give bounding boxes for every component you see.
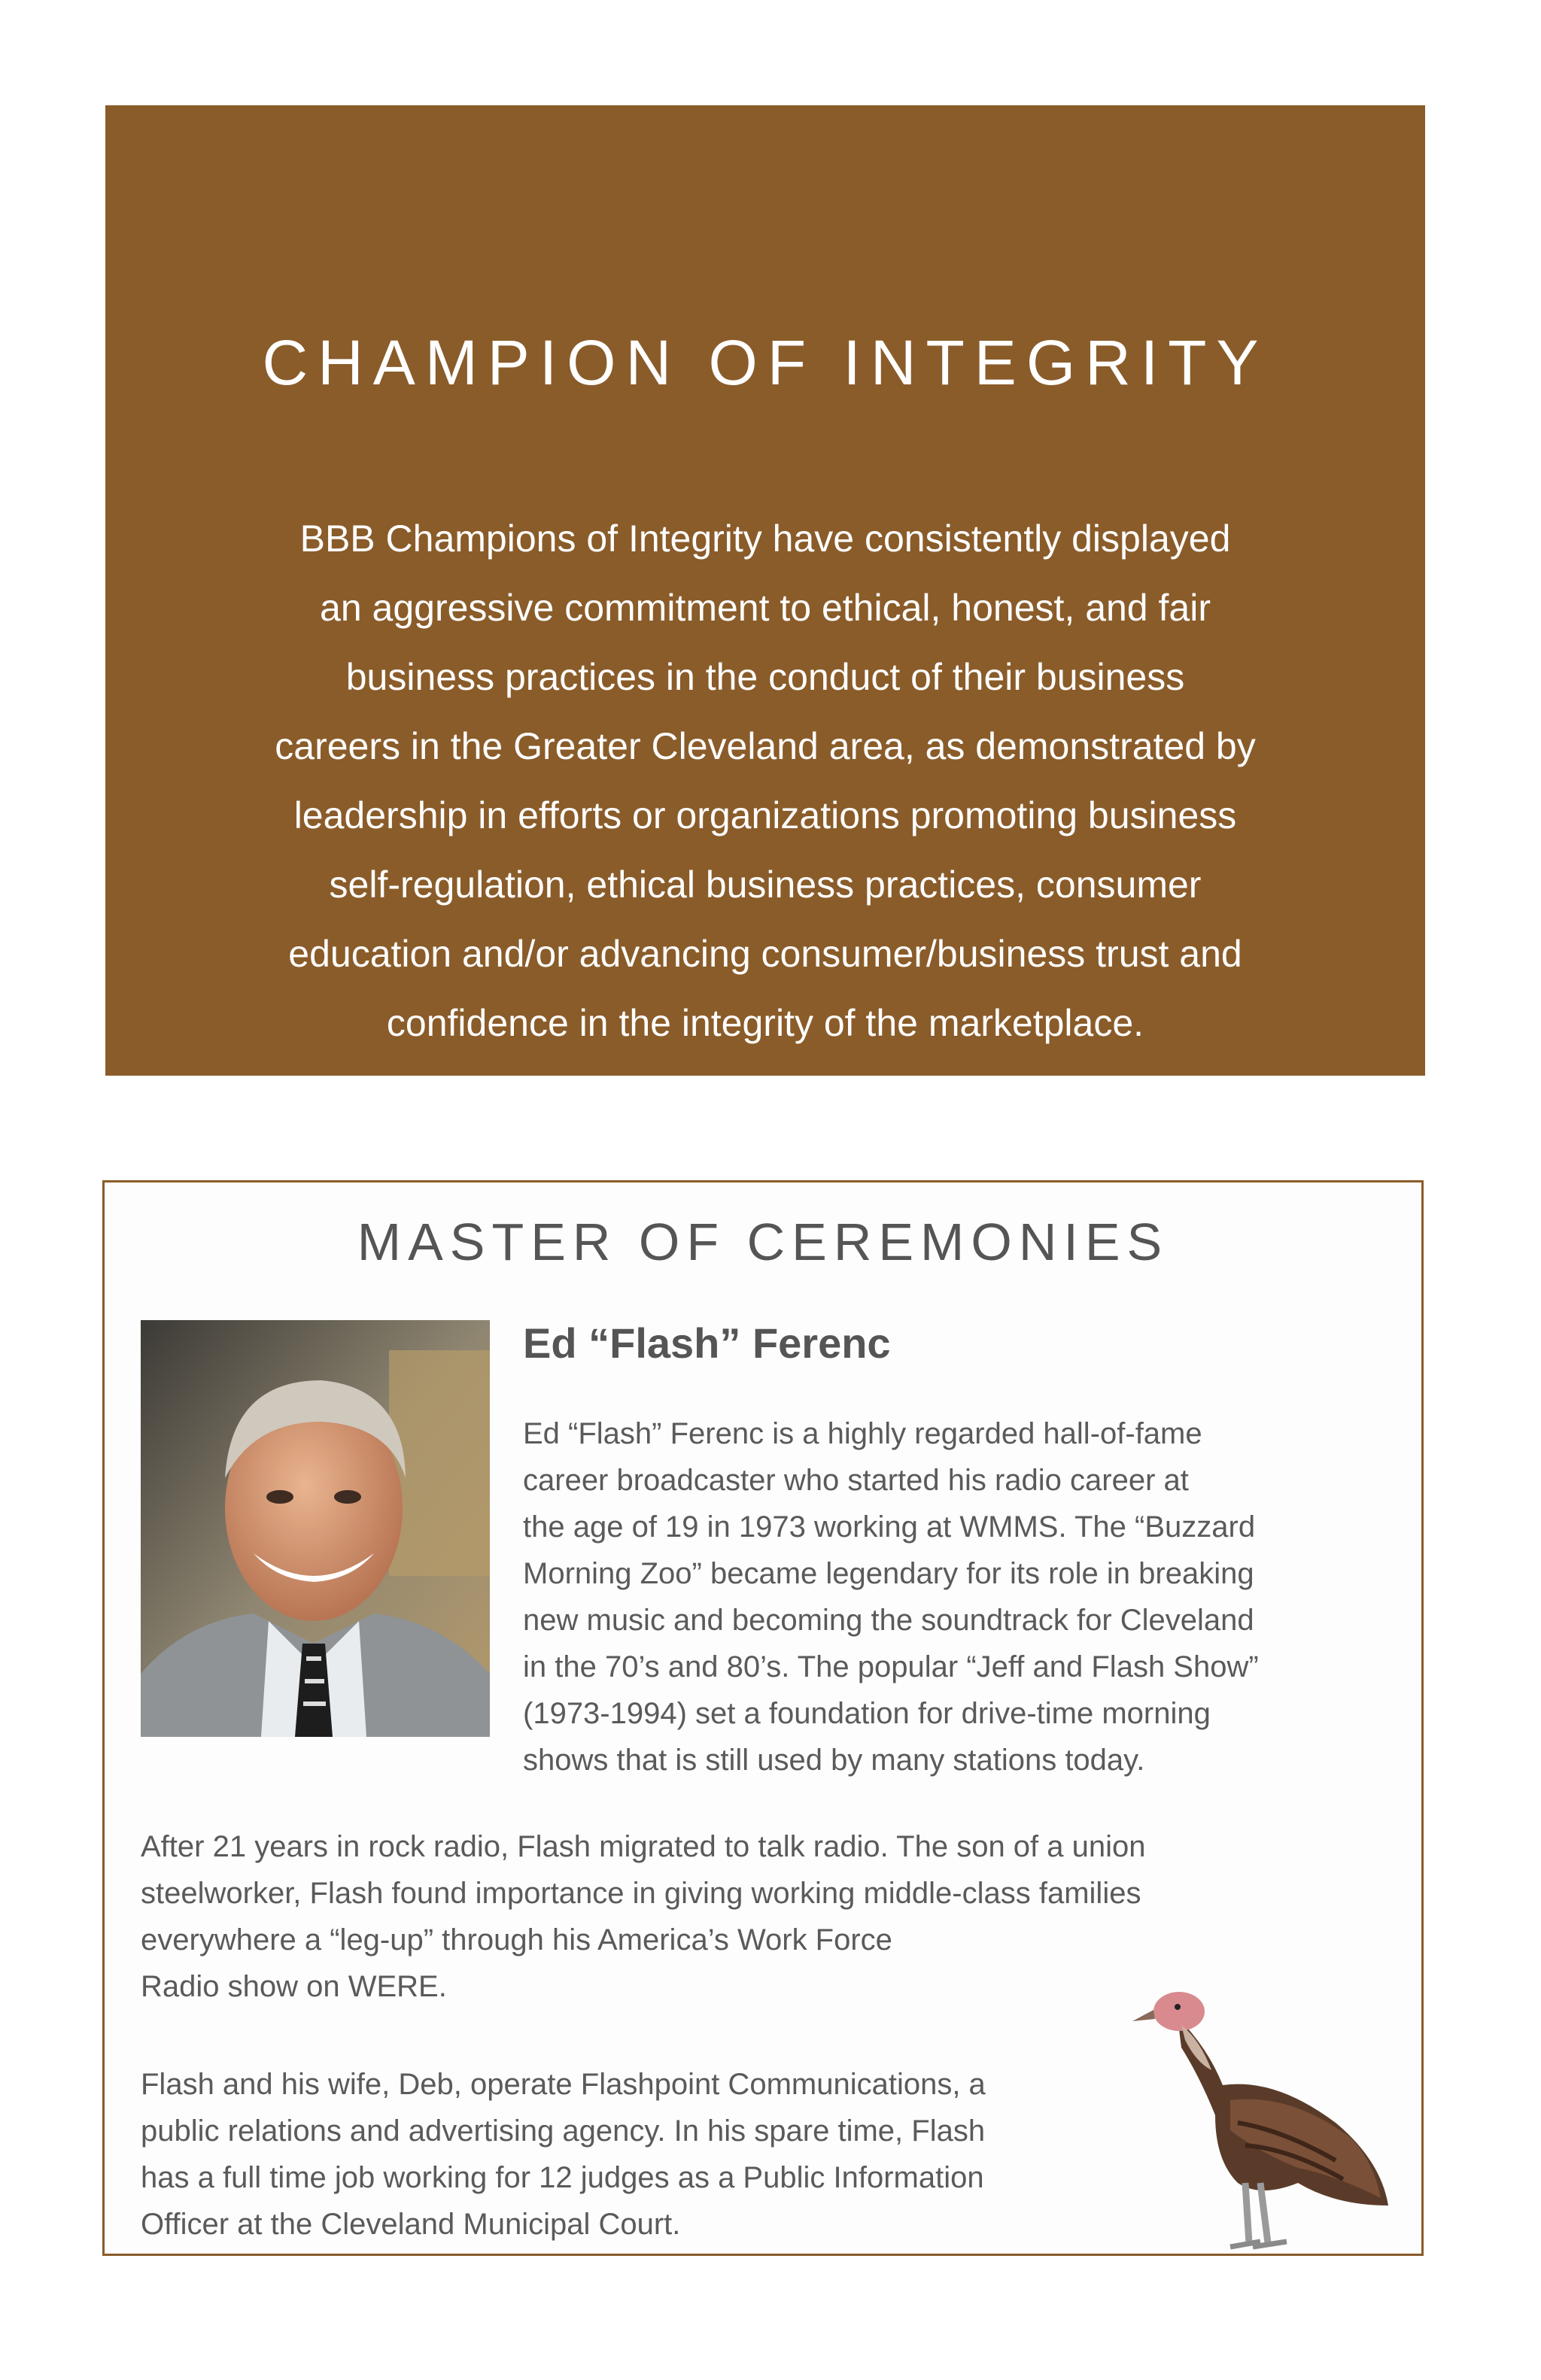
bio-line: Morning Zoo” became legendary for its role in breaking — [523, 1557, 1254, 1590]
bio-line: Radio show on WERE. — [141, 1970, 447, 2003]
champion-line: careers in the Greater Cleveland area, as demonstrated by — [275, 725, 1256, 767]
champion-description — [196, 504, 1335, 1058]
champion-line: BBB Champions of Integrity have consistently displayed — [299, 518, 1231, 560]
champion-banner — [105, 105, 1425, 1076]
bio-line: After 21 years in rock radio, Flash migrated to talk radio. The son of a union — [141, 1830, 1146, 1863]
champion-line: confidence in the integrity of the marketplace. — [386, 1002, 1144, 1044]
champion-line: education and/or advancing consumer/business trust and — [288, 933, 1242, 975]
champion-line: leadership in efforts or organizations promoting business — [293, 794, 1237, 836]
bio-paragraph-1 — [523, 1410, 1411, 1783]
portrait-illustration — [141, 1320, 490, 1737]
mc-name: Ed “Flash” Ferenc — [523, 1319, 891, 1367]
bio-line: public relations and advertising agency. In his spare time, Flash — [141, 2114, 986, 2148]
vulture-image — [1110, 1957, 1411, 2258]
bio-line: in the 70’s and 80’s. The popular “Jeff and Flash Show” — [523, 1650, 1259, 1683]
bio-line: shows that is still used by many stations today. — [523, 1744, 1145, 1777]
bio-line: everywhere a “leg-up” through his America’s Work Force — [141, 1923, 892, 1957]
bio-line: new music and becoming the soundtrack for Cleveland — [523, 1604, 1254, 1637]
bio-line: Flash and his wife, Deb, operate Flashpoint Communications, a — [141, 2068, 986, 2101]
champion-line: an aggressive commitment to ethical, honest, and fair — [320, 587, 1211, 629]
bio-line: career broadcaster who started his radio career at — [523, 1464, 1189, 1497]
bio-paragraph-3 — [141, 2061, 1141, 2248]
bio-line: Ed “Flash” Ferenc is a highly regarded hall-of-fame — [523, 1417, 1202, 1450]
portrait-photo — [141, 1320, 490, 1737]
bio-line: Officer at the Cleveland Municipal Court. — [141, 2208, 681, 2241]
bio-line: the age of 19 in 1973 working at WMMS. The “Buzzard — [523, 1510, 1256, 1544]
vulture-illustration — [1110, 1957, 1411, 2258]
bio-line: has a full time job working for 12 judges as a Public Information — [141, 2161, 984, 2194]
mc-section-title: MASTER OF CEREMONIES — [357, 1213, 1169, 1271]
champion-title: CHAMPION OF INTEGRITY — [262, 327, 1269, 398]
bio-line: steelworker, Flash found importance in giving working middle-class families — [141, 1877, 1141, 1910]
bio-line: (1973-1994) set a foundation for drive-time morning — [523, 1697, 1211, 1730]
master-of-ceremonies-panel — [102, 1180, 1424, 2256]
champion-line: business practices in the conduct of their business — [345, 656, 1185, 698]
champion-line: self-regulation, ethical business practices, consumer — [329, 864, 1202, 906]
